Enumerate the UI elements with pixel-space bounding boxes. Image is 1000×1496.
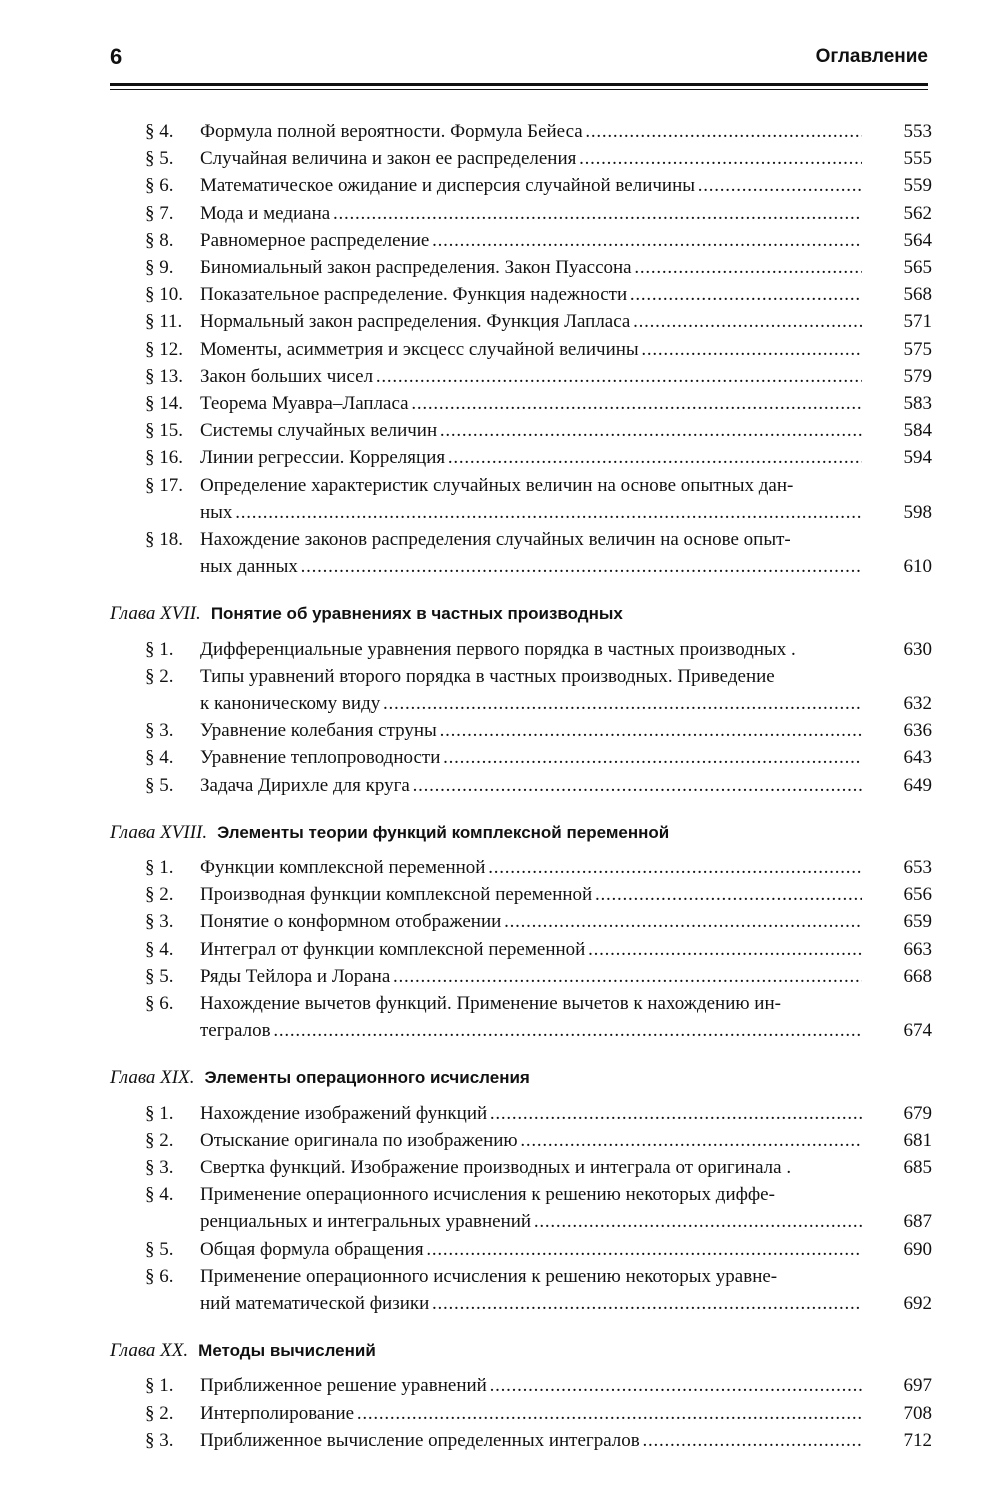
section-number: § 1.	[145, 1102, 174, 1124]
page-ref: 630	[903, 638, 932, 660]
section-title: Задача Дирихле для круга . . .	[200, 772, 862, 799]
chapter-heading	[110, 1337, 376, 1364]
chapter-label: Глава XVIII.	[110, 821, 208, 843]
section-number: § 2.	[145, 1129, 174, 1151]
section-title: ных . . .	[200, 499, 862, 526]
section-title: Нормальный закон распределения. Функция Лапласа . . .	[200, 308, 862, 335]
section-title: Свертка функций. Изображение производных и интеграла от оригинала .	[200, 1157, 792, 1178]
header-rule-thin	[110, 89, 928, 90]
section-number: § 2.	[145, 1402, 174, 1424]
section-title: Биномиальный закон распределения. Закон Пуассона . . .	[200, 254, 862, 281]
page-ref: 649	[903, 774, 932, 796]
section-title: Линии регрессии. Корреляция . . .	[200, 444, 862, 471]
page-ref: 692	[903, 1292, 932, 1314]
page-ref: 568	[903, 284, 932, 306]
section-number: § 4.	[145, 938, 174, 960]
section-title: к каноническому виду . . .	[200, 690, 862, 717]
page-ref: 632	[903, 692, 932, 714]
section-title: Производная функции комплексной переменной . . .	[200, 881, 862, 908]
page-ref: 575	[903, 338, 932, 360]
section-number: § 5.	[145, 148, 174, 170]
page-ref: 610	[903, 556, 932, 578]
section-number: § 2.	[145, 665, 174, 687]
page-ref: 583	[903, 393, 932, 414]
page-ref: 663	[903, 938, 932, 960]
section-title: Нахождение законов распределения случайных величин на основе опыт-	[200, 529, 791, 550]
chapter-label: Глава XIX.	[110, 1067, 195, 1089]
section-title: тегралов . . .	[200, 1017, 862, 1044]
page-ref: 659	[903, 911, 932, 933]
page-ref: 643	[903, 747, 932, 769]
section-title: Применение операционного исчисления к решению некоторых диффе-	[200, 1184, 775, 1206]
section-number: § 4.	[145, 1184, 174, 1206]
section-title: Случайная величина и закон ее распределения . . .	[200, 145, 862, 172]
section-title: Интерполирование . . .	[200, 1400, 862, 1427]
section-title: Равномерное распределение . . .	[200, 227, 862, 254]
section-number: § 1.	[145, 1375, 174, 1397]
chapter-heading	[110, 1064, 530, 1091]
chapter-label: Глава XVII.	[110, 603, 201, 625]
section-title: Понятие о конформном отображении . . .	[200, 908, 862, 935]
section-title: Приближенное решение уравнений . . .	[200, 1372, 862, 1399]
chapter-title: Методы вычислений	[198, 1341, 376, 1361]
page-ref: 636	[903, 720, 932, 742]
page-ref: 594	[903, 447, 932, 469]
section-title: Определение характеристик случайных величин на основе опытных дан-	[200, 474, 794, 496]
page-ref: 656	[903, 884, 932, 906]
chapter-title: Понятие об уравнениях в частных производных	[210, 604, 623, 624]
chapter-heading	[110, 600, 623, 627]
section-title: Дифференциальные уравнения первого порядка в частных производных .	[200, 638, 796, 660]
section-number: § 1.	[145, 638, 174, 660]
page-ref: 687	[903, 1211, 932, 1233]
section-number: § 3.	[145, 1157, 174, 1178]
page-ref: 559	[903, 175, 932, 197]
section-title: ных данных . . .	[200, 553, 862, 580]
section-number: § 5.	[145, 965, 174, 987]
page-ref: 674	[903, 1020, 932, 1042]
section-title: Теорема Муавра–Лапласа . . .	[200, 390, 862, 417]
section-title: Приближенное вычисление определенных интегралов . . .	[200, 1427, 862, 1454]
page-header	[110, 40, 928, 76]
page-ref: 562	[903, 202, 932, 224]
section-title: Формула полной вероятности. Формула Бейеса . . .	[200, 118, 862, 145]
section-number: § 2.	[145, 884, 174, 906]
section-number: § 4.	[145, 747, 174, 769]
section-number: § 5.	[145, 1238, 174, 1260]
section-title: Ряды Тейлора и Лорана . . .	[200, 963, 862, 990]
section-number: § 4.	[145, 121, 174, 142]
section-number: § 6.	[145, 993, 174, 1014]
page-ref: 553	[903, 121, 932, 142]
page-ref: 668	[903, 965, 932, 987]
page-ref: 685	[903, 1157, 932, 1178]
section-title: ренциальных и интегральных уравнений . . .	[200, 1208, 862, 1235]
section-number: § 16.	[145, 447, 183, 469]
page-ref: 708	[903, 1402, 932, 1424]
page-ref: 564	[903, 229, 932, 251]
section-title: Функции комплексной переменной . . .	[200, 854, 862, 881]
section-title: Системы случайных величин . . .	[200, 417, 862, 444]
section-number: § 14.	[145, 393, 183, 414]
page-ref: 690	[903, 1238, 932, 1260]
page-ref: 584	[903, 420, 932, 442]
section-title: Уравнение теплопроводности . . .	[200, 744, 862, 771]
page-ref: 555	[903, 148, 932, 170]
chapter-heading	[110, 819, 669, 846]
page-ref: 712	[903, 1429, 932, 1451]
page-ref: 579	[903, 365, 932, 387]
section-title: Нахождение изображений функций . . .	[200, 1100, 862, 1127]
section-title: ний математической физики . . .	[200, 1290, 862, 1317]
page-ref: 681	[903, 1129, 932, 1151]
section-number: § 15.	[145, 420, 183, 442]
section-number: § 7.	[145, 202, 174, 224]
page-ref: 598	[903, 501, 932, 523]
section-title: Закон больших чисел . . .	[200, 363, 862, 390]
section-number: § 6.	[145, 1265, 174, 1287]
section-number: § 12.	[145, 338, 183, 360]
section-number: § 11.	[145, 311, 183, 333]
section-number: § 10.	[145, 284, 183, 306]
section-number: § 9.	[145, 257, 174, 278]
section-number: § 6.	[145, 175, 174, 197]
page-ref: 679	[903, 1102, 932, 1124]
header-rule-thick	[110, 83, 928, 86]
section-title: Уравнение колебания струны . . .	[200, 717, 862, 744]
section-title: Интеграл от функции комплексной переменной . . .	[200, 936, 862, 963]
chapter-label: Глава XX.	[110, 1340, 189, 1362]
section-title: Мода и медиана . . .	[200, 200, 862, 227]
section-title: Математическое ожидание и дисперсия случайной величины . . .	[200, 172, 862, 199]
section-title: Применение операционного исчисления к решению некоторых уравне-	[200, 1265, 778, 1287]
running-title: Оглавление	[815, 46, 928, 67]
section-number: § 3.	[145, 720, 174, 742]
page-number: 6	[110, 44, 123, 69]
chapter-title: Элементы операционного исчисления	[204, 1068, 530, 1088]
chapter-title: Элементы теории функций комплексной переменной	[217, 822, 670, 842]
page-ref: 565	[903, 257, 932, 278]
page-ref: 653	[903, 857, 932, 878]
page-ref: 697	[903, 1375, 932, 1397]
section-number: § 1.	[145, 857, 174, 878]
section-title: Отыскание оригинала по изображению . . .	[200, 1127, 862, 1154]
section-number: § 3.	[145, 911, 174, 933]
section-number: § 5.	[145, 774, 174, 796]
section-number: § 18.	[145, 529, 183, 550]
section-title: Нахождение вычетов функций. Применение вычетов к нахождению ин-	[200, 993, 781, 1014]
section-number: § 3.	[145, 1429, 174, 1451]
page-ref: 571	[903, 311, 932, 333]
section-number: § 8.	[145, 229, 174, 251]
section-number: § 13.	[145, 365, 183, 387]
section-title: Общая формула обращения . . .	[200, 1236, 862, 1263]
section-title: Типы уравнений второго порядка в частных производных. Приведение	[200, 665, 775, 687]
section-number: § 17.	[145, 474, 183, 496]
section-title: Показательное распределение. Функция надежности . . .	[200, 281, 862, 308]
section-title: Моменты, асимметрия и эксцесс случайной величины . . .	[200, 336, 862, 363]
